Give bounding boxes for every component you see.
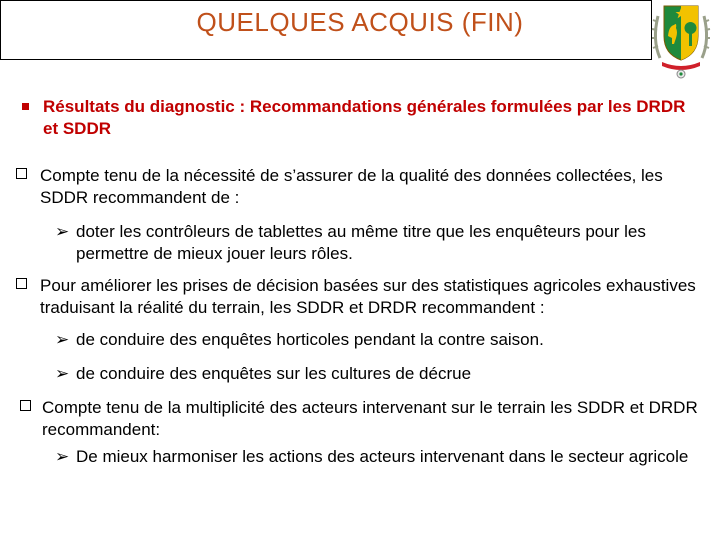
list-item (55, 221, 695, 265)
subtitle-text: Résultats du diagnostic : Recommandations générales formulées par les DRDR et SDDR (43, 97, 686, 138)
list-item-text: doter les contrôleurs de tablettes au même titre que les enquêteurs pour les permettre de mieux jouer leurs rôles. (76, 222, 646, 263)
arrow-bullet-icon: ➢ (55, 330, 70, 349)
arrow-bullet-icon: ➢ (55, 447, 70, 466)
subtitle-block (22, 96, 702, 140)
list-item-text: Compte tenu de la nécessité de s’assurer de la qualité des données collectées, les SDDR recommandent de : (40, 166, 663, 207)
list-item-text: de conduire des enquêtes sur les cultures de décrue (76, 364, 472, 383)
checkbox-bullet-icon (20, 400, 31, 411)
list-item (16, 165, 706, 209)
list-item (55, 329, 695, 351)
checkbox-bullet-icon (16, 278, 27, 289)
list-item (55, 363, 695, 385)
arrow-bullet-icon: ➢ (55, 364, 70, 383)
arrow-bullet-icon: ➢ (55, 222, 70, 241)
list-item-text: De mieux harmoniser les actions des acteurs intervenant dans le secteur agricole (76, 447, 689, 466)
list-item-text: Pour améliorer les prises de décision basées sur des statistiques agricoles exhaustives traduisant la réalité du terrain, les SDDR et DRDR recommandent : (40, 276, 696, 317)
list-item-text: de conduire des enquêtes horticoles pendant la contre saison. (76, 330, 544, 349)
senegal-coat-of-arms-icon (650, 0, 712, 80)
checkbox-bullet-icon (16, 168, 27, 179)
page-title: QUELQUES ACQUIS (FIN) (196, 7, 524, 37)
list-item (20, 397, 710, 441)
list-item-text: Compte tenu de la multiplicité des acteurs intervenant sur le terrain les SDDR et DRDR recommandent: (42, 398, 698, 439)
square-bullet-icon (22, 103, 29, 110)
list-item (55, 446, 695, 468)
list-item (16, 275, 706, 319)
